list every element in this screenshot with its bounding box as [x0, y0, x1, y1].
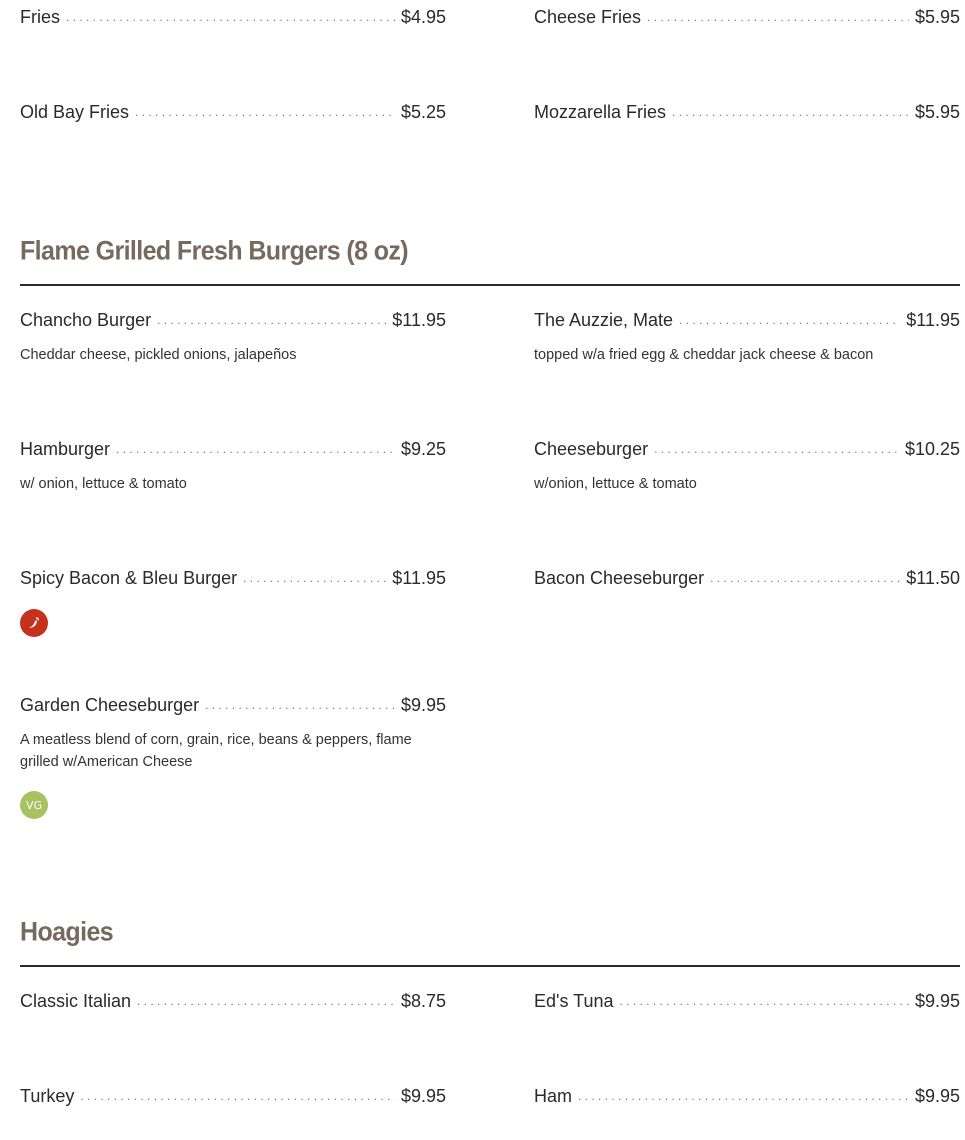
dot-leader — [647, 5, 909, 23]
section-title-hoagies: Hoagies — [20, 916, 114, 947]
vegetarian-badge-icon: VG — [20, 791, 48, 819]
item-price: $11.95 — [906, 310, 960, 330]
item-price: $4.95 — [400, 7, 446, 27]
item-name: The Auzzie, Mate — [534, 310, 674, 330]
item-price: $9.95 — [400, 1086, 446, 1106]
menu-item — [534, 437, 960, 495]
dot-leader — [135, 100, 395, 118]
item-price: $9.95 — [400, 695, 446, 715]
chili-pepper-icon — [20, 609, 48, 637]
section-title-burgers: Flame Grilled Fresh Burgers (8 oz) — [20, 235, 409, 266]
dot-leader — [672, 100, 909, 118]
item-name: Ed's Tuna — [534, 991, 614, 1011]
menu-item — [20, 308, 446, 366]
item-description: w/onion, lettuce & tomato — [534, 476, 697, 492]
dot-leader — [243, 566, 386, 584]
menu-item — [534, 100, 960, 124]
menu-item — [20, 1084, 446, 1108]
item-name: Chancho Burger — [20, 310, 152, 330]
menu-item — [534, 5, 960, 29]
dot-leader — [116, 437, 395, 455]
item-price: $9.95 — [914, 1086, 960, 1106]
item-price: $11.95 — [392, 568, 446, 588]
dot-leader — [157, 308, 386, 326]
item-price: $10.25 — [904, 439, 960, 459]
item-name: Garden Cheeseburger — [20, 695, 200, 715]
menu-item — [20, 5, 446, 29]
dot-leader — [80, 1084, 395, 1102]
item-name: Fries — [20, 7, 60, 27]
item-price: $9.25 — [400, 439, 446, 459]
item-name: Ham — [534, 1086, 573, 1106]
item-name: Cheeseburger — [534, 439, 649, 459]
item-price: $9.95 — [914, 991, 960, 1011]
item-name: Bacon Cheeseburger — [534, 568, 705, 588]
menu-item — [20, 566, 446, 590]
item-price: $11.95 — [392, 310, 446, 330]
item-name: Cheese Fries — [534, 7, 642, 27]
dot-leader — [205, 693, 395, 711]
item-name: Spicy Bacon & Bleu Burger — [20, 568, 238, 588]
menu-item — [534, 989, 960, 1013]
menu-item — [20, 437, 446, 495]
item-name: Mozzarella Fries — [534, 102, 667, 122]
menu-item — [20, 693, 446, 773]
section-divider — [20, 965, 960, 967]
item-name: Classic Italian — [20, 991, 132, 1011]
item-name: Old Bay Fries — [20, 102, 130, 122]
item-price: $5.95 — [914, 102, 960, 122]
section-divider — [20, 284, 960, 286]
item-description: Cheddar cheese, pickled onions, jalapeños — [20, 347, 297, 363]
item-description: A meatless blend of corn, grain, rice, beans & peppers, flame grilled w/American Cheese — [20, 732, 412, 770]
item-price: $11.50 — [906, 568, 960, 588]
dot-leader — [137, 989, 395, 1007]
item-name: Hamburger — [20, 439, 111, 459]
menu-item — [534, 1084, 960, 1108]
item-description: topped w/a fried egg & cheddar jack cheese & bacon — [534, 347, 874, 363]
item-description: w/ onion, lettuce & tomato — [20, 476, 187, 492]
dot-leader — [578, 1084, 909, 1102]
menu-item — [534, 566, 960, 590]
dot-leader — [710, 566, 900, 584]
item-price: $5.25 — [400, 102, 446, 122]
menu-item — [20, 989, 446, 1013]
chili-pepper-glyph — [26, 615, 42, 631]
item-price: $8.75 — [400, 991, 446, 1011]
item-name: Turkey — [20, 1086, 75, 1106]
menu-item — [534, 308, 960, 366]
dot-leader — [679, 308, 900, 326]
menu-item — [20, 100, 446, 124]
dot-leader — [66, 5, 395, 23]
dot-leader — [620, 989, 909, 1007]
dot-leader — [654, 437, 899, 455]
item-price: $5.95 — [914, 7, 960, 27]
